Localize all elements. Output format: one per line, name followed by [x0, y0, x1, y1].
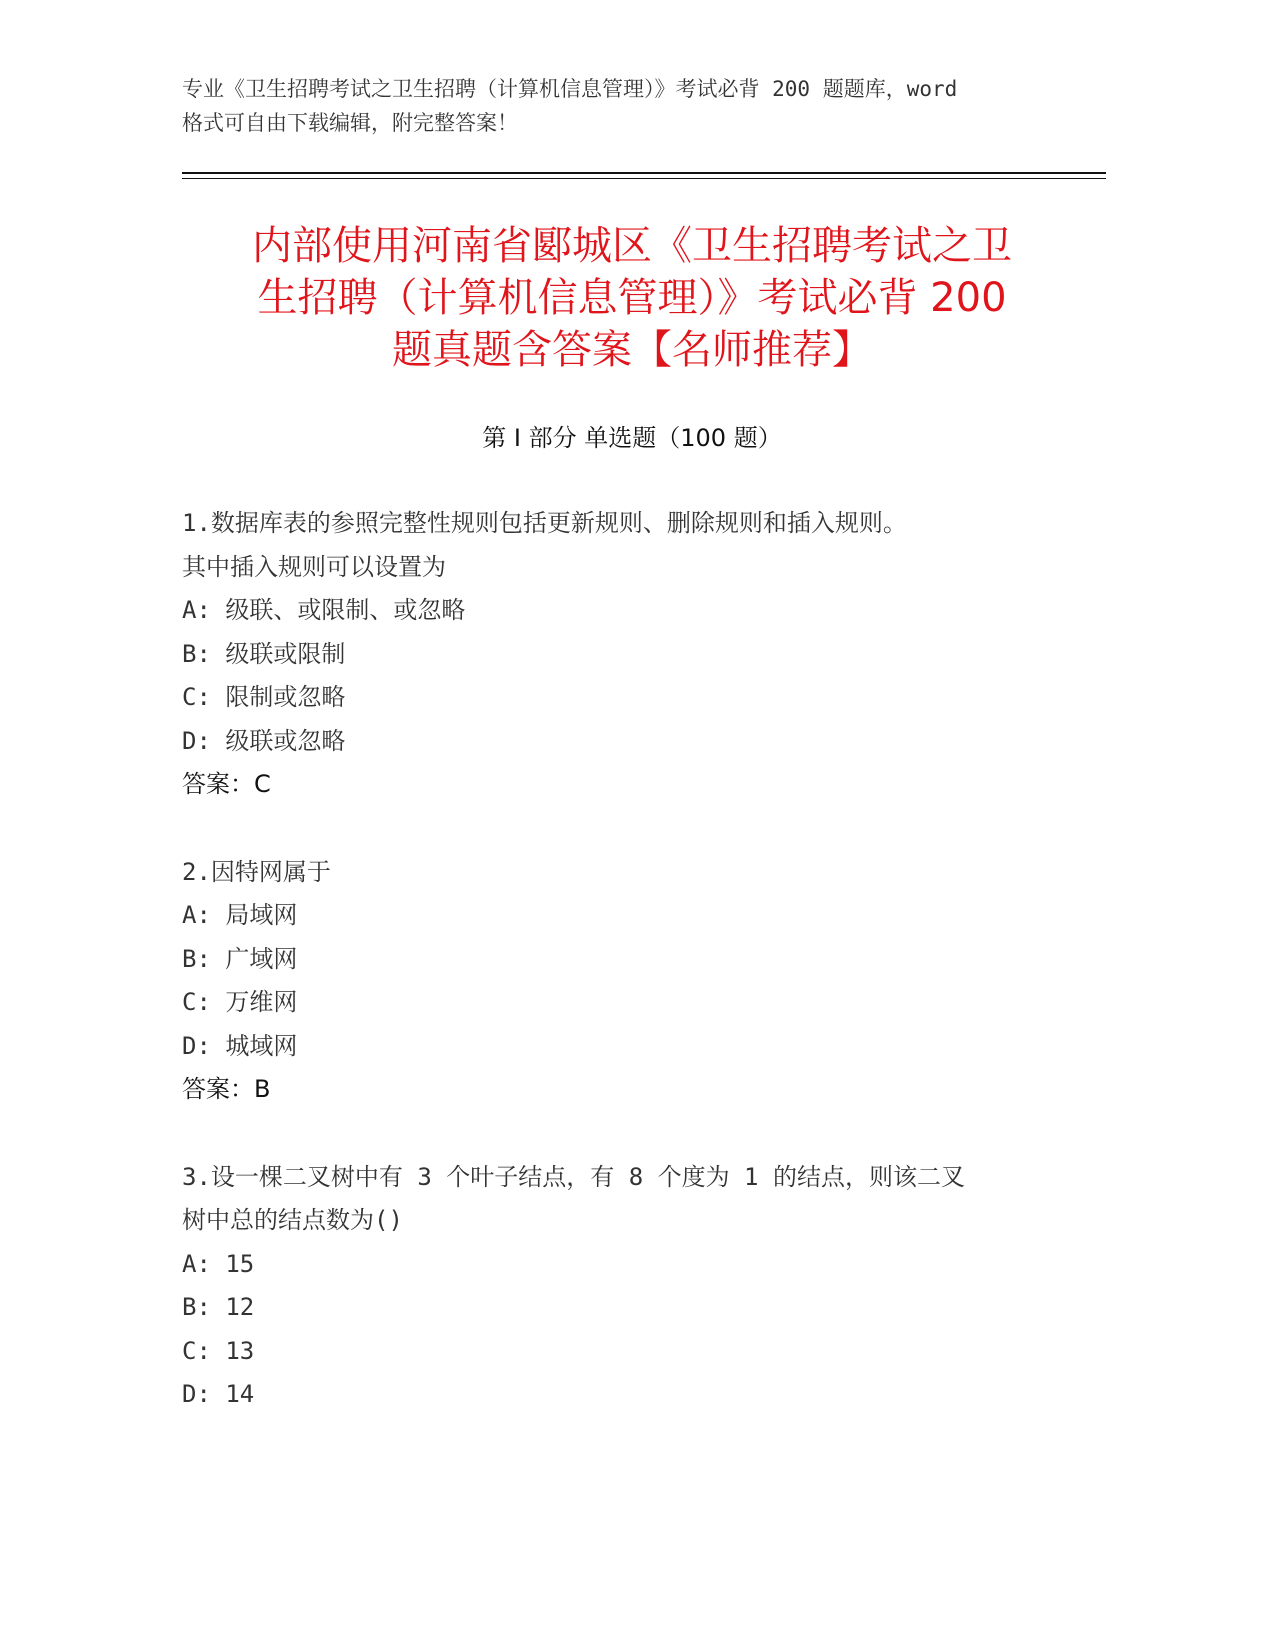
document-title	[182, 220, 1082, 376]
option-c: C: 限制或忽略	[182, 683, 346, 711]
option-a: A: 局域网	[182, 901, 298, 929]
option-b: B: 级联或限制	[182, 639, 346, 668]
header-note	[182, 72, 1062, 140]
header-divider-thin	[182, 178, 1106, 179]
answer: 答案：B	[182, 1075, 271, 1103]
option-d: D: 14	[182, 1380, 255, 1408]
question-stem: 2.因特网属于	[182, 857, 331, 886]
document-title-line: 内部使用河南省郾城区《卫生招聘考试之卫	[252, 223, 1012, 269]
section-title: 第 I 部分 单选题（100 题）	[482, 424, 782, 452]
question-stem: 树中总的结点数为()	[182, 1206, 403, 1234]
header-note-line: 专业《卫生招聘考试之卫生招聘（计算机信息管理）》考试必背 200 题题库，word	[182, 77, 958, 101]
question-stem: 1.数据库表的参照完整性规则包括更新规则、删除规则和插入规则。	[182, 509, 907, 537]
question-3	[182, 1156, 1062, 1417]
question-stem: 3.设一棵二叉树中有 3 个叶子结点，有 8 个度为 1 的结点，则该二叉	[182, 1162, 965, 1191]
option-b: B: 广域网	[182, 944, 298, 973]
question-stem: 其中插入规则可以设置为	[182, 552, 446, 581]
answer: 答案：C	[182, 770, 271, 798]
option-d: D: 城域网	[182, 1031, 298, 1060]
option-a: A: 级联、或限制、或忽略	[182, 596, 466, 624]
document-title-line: 生招聘（计算机信息管理）》考试必背 200	[257, 275, 1007, 321]
question-2	[182, 851, 1062, 1112]
header-divider	[182, 172, 1106, 174]
option-c: C: 万维网	[182, 988, 298, 1016]
header-note-line: 格式可自由下载编辑，附完整答案！	[182, 111, 518, 135]
option-d: D: 级联或忽略	[182, 726, 346, 755]
option-c: C: 13	[182, 1336, 255, 1365]
document-title-line: 题真题含答案【名师推荐】	[392, 327, 872, 373]
option-b: B: 12	[182, 1293, 255, 1321]
question-1	[182, 502, 1062, 807]
question-list	[182, 502, 1062, 1461]
option-a: A: 15	[182, 1249, 255, 1278]
